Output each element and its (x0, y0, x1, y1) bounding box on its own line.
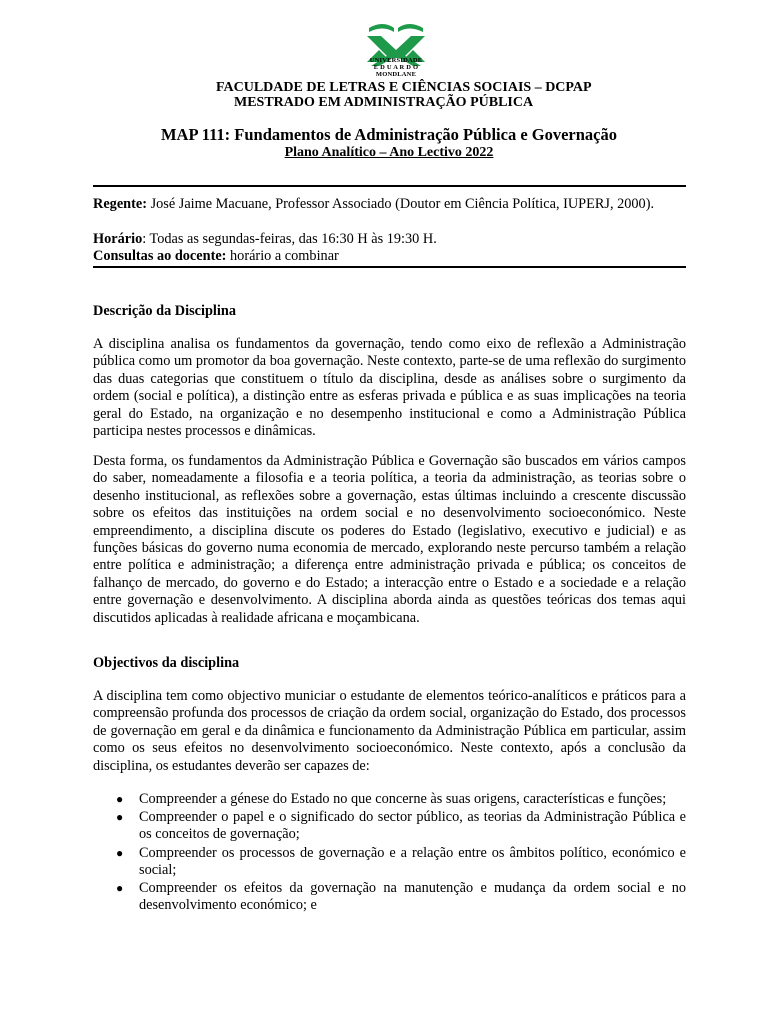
list-item-text: Compreender o papel e o significado do sector público, as teorias da Administração Pública e os conceitos de governação; (139, 809, 686, 843)
plan-subtitle: Plano Analítico – Ano Lectivo 2022 (284, 145, 494, 160)
logo-text-line-3: MONDLANE (375, 71, 417, 78)
list-item (93, 845, 686, 879)
top-divider (93, 185, 686, 187)
horario-line (93, 231, 686, 248)
descricao-heading: Descrição da Disciplina (93, 303, 236, 319)
bullet-icon: ● (116, 845, 124, 860)
descricao-paragraph-1: A disciplina analisa os fundamentos da governação, tendo como eixo de reflexão a Administração pública como um promotor da boa governação. Neste contexto, parte-se de uma reflexão do surgimento das duas categorias que constituem o título da disciplina, desde as análises sobre o surgimento da ordem (social e política), a distinção entre as esferas privada e pública e as suas implicações na teoria geral do Estado, na organização e no desempenho institucional e como a Administração Pública participa nestes processos e dinâmicas. (93, 336, 686, 440)
list-item (93, 880, 686, 914)
list-item-text: Compreender os efeitos da governação na manutenção e mudança da ordem social e no desenvolvimento económico; e (139, 880, 686, 914)
faculty-title: FACULDADE DE LETRAS E CIÊNCIAS SOCIAIS – DCPAP (216, 80, 592, 95)
objectives-list (93, 791, 686, 915)
horario-value: : Todas as segundas-feiras, das 16:30 H às 19:30 H. (142, 231, 437, 247)
list-item-text: Compreender a génese do Estado no que concerne às suas origens, características e funções; (139, 791, 667, 807)
list-item (93, 791, 686, 808)
regente-line (93, 196, 686, 213)
bullet-icon: ● (116, 792, 124, 806)
objectivos-heading: Objectivos da disciplina (93, 655, 240, 671)
bottom-divider (93, 266, 686, 268)
regente-label: Regente: (93, 196, 147, 212)
list-item-text: Compreender os processos de governação e a relação entre os âmbitos político, económico e social; (139, 844, 686, 878)
programme-title: MESTRADO EM ADMINISTRAÇÃO PÚBLICA (234, 95, 534, 110)
horario-label: Horário (93, 231, 143, 247)
objectivos-paragraph: A disciplina tem como objectivo municiar o estudante de elementos teórico-analíticos e práticos para a compreensão profunda dos processos de criação da ordem social, organização do Estado, dos processos de governação em geral e da dinâmica e funcionamento da Administração Pública em particular, assim como os seus efeitos no desenvolvimento socioeconómico. Neste contexto, após a conclusão da disciplina, os estudantes deverão ser capazes de: (93, 688, 686, 774)
logo-text-line-2: E D U A R D O (373, 64, 419, 71)
consultas-label: Consultas ao docente: (93, 248, 227, 264)
consultas-value: horário a combinar (226, 248, 339, 264)
bullet-icon: ● (116, 810, 124, 825)
consultas-line (93, 248, 686, 265)
regente-value: José Jaime Macuane, Professor Associado (Doutor em Ciência Política, IUPERJ, 2000). (150, 196, 655, 212)
descricao-paragraph-2: Desta forma, os fundamentos da Administração Pública e Governação são buscados em vários campos do saber, nomeadamente a filosofia e a teoria política, a teoria da administração, as teorias sobre o desenho institucional, as reflexões sobre a governação, estas últimas incluindo a crescente discussão sobre os efeitos das instituições na ordem social e no desenvolvimento socioeconómico. Neste empreendimento, a disciplina discute os poderes do Estado (legislativo, executivo e judicial) e as funções básicas do governo numa economia de mercado, explorando neste percurso também a relação entre política e administração; a diferença entre administração privada e pública; os conceitos de falhanço de mercado, do governo e do Estado; a interacção entre o Estado e a sociedade e a relação entre governação e desenvolvimento. A disciplina aborda ainda as questões teóricas dos temas aqui discutidos aplicadas à realidade africana e moçambicana. (93, 453, 686, 626)
list-item (93, 809, 686, 843)
logo-text-line-1: UNIVERSIDADE (369, 57, 423, 64)
bullet-icon: ● (116, 881, 124, 896)
course-title: MAP 111: Fundamentos de Administração Pública e Governação (160, 125, 618, 144)
